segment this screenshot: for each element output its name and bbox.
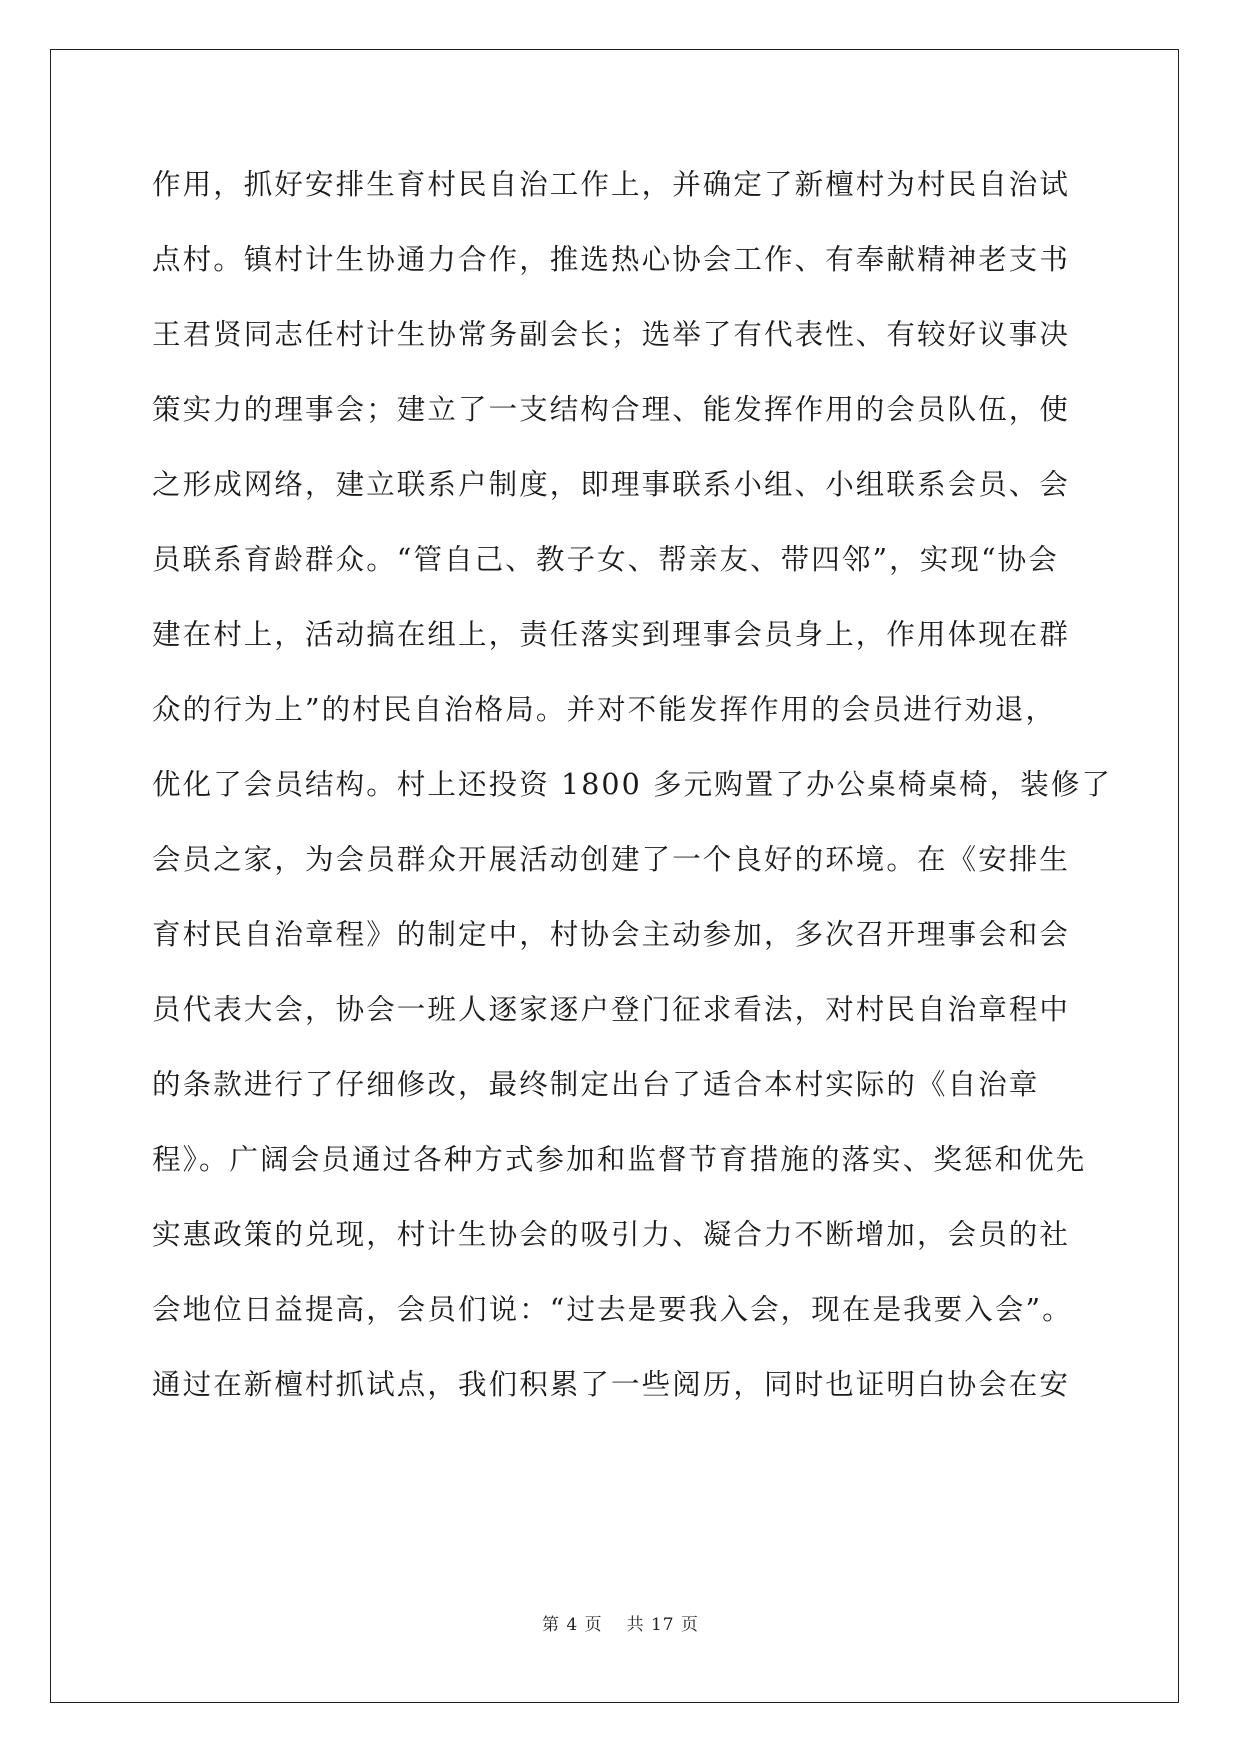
page-footer [0,1610,1241,1635]
text-line: 通过在新檀村抓试点，我们积累了一些阅历，同时也证明白协会在安 [152,1368,1071,1401]
text-line: 的条款进行了仔细修改，最终制定出台了适合本村实际的《自治章 [152,1068,1040,1101]
page-total: 共 17 页 [626,1615,700,1635]
text-line: 众的行为上”的村民自治格局。并对不能发挥作用的会员进行劝退， [152,693,1057,726]
text-line: 实惠政策的兑现，村计生协会的吸引力、凝合力不断增加，会员的社 [152,1218,1071,1251]
text-line: 策实力的理事会；建立了一支结构合理、能发挥作用的会员队伍，使 [152,393,1071,426]
text-line: 育村民自治章程》的制定中，村协会主动参加，多次召开理事会和会 [152,918,1071,951]
text-line: 作用，抓好安排生育村民自治工作上，并确定了新檀村为村民自治试 [152,168,1071,201]
text-line: 会地位日益提高，会员们说：“过去是要我入会，现在是我要入会”。 [152,1293,1073,1326]
text-line: 会员之家，为会员群众开展活动创建了一个良好的环境。在《安排生 [152,843,1071,876]
text-line: 员代表大会，协会一班人逐家逐户登门征求看法，对村民自治章程中 [152,993,1071,1026]
text-line: 建在村上，活动搞在组上，责任落实到理事会员身上，作用体现在群 [152,618,1071,651]
page-number: 第 4 页 [541,1615,603,1635]
text-line: 程》。广阔会员通过各种方式参加和监督节育措施的落实、奖惩和优先 [152,1143,1087,1176]
text-line: 点村。镇村计生协通力合作，推选热心协会工作、有奉献精神老支书 [152,243,1071,276]
text-line: 员联系育龄群众。“管自己、教子女、帮亲友、带四邻”，实现“协会 [152,543,1059,576]
text-line: 优化了会员结构。村上还投资 1800 多元购置了办公桌椅桌椅，装修了 [152,768,1113,801]
text-line: 王君贤同志任村计生协常务副会长；选举了有代表性、有较好议事决 [152,318,1071,351]
text-line: 之形成网络，建立联系户制度，即理事联系小组、小组联系会员、会 [152,468,1071,501]
